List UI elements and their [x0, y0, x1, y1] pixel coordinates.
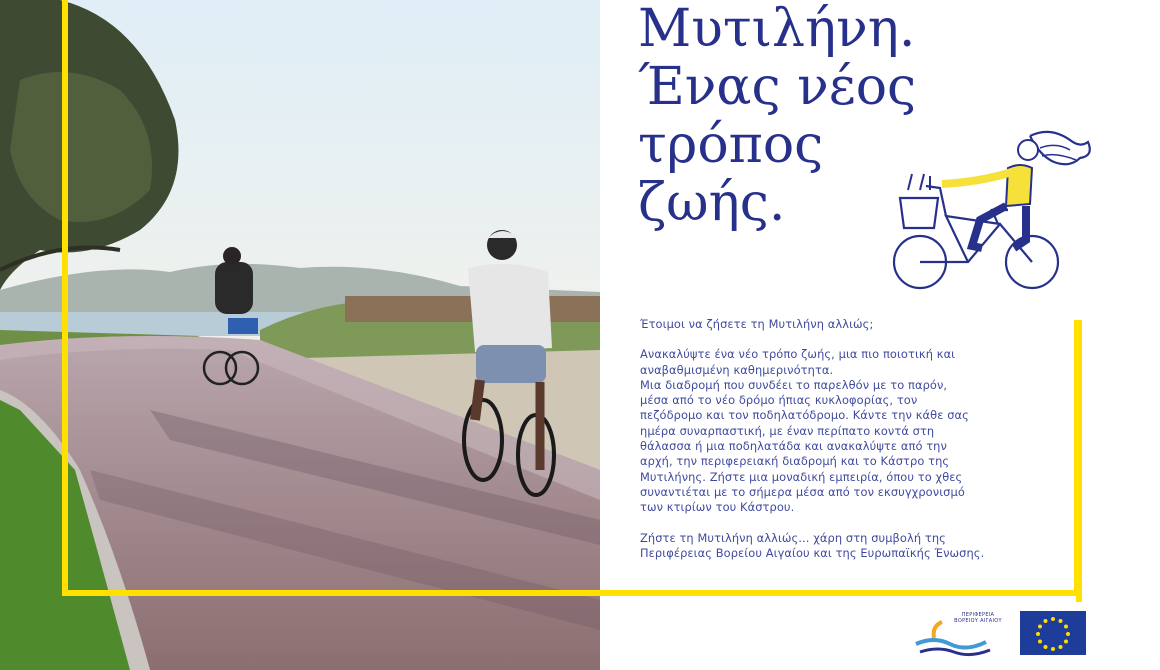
- paragraph-line: Μια διαδρομή που συνδέει το παρελθόν με το παρόν,: [640, 377, 948, 392]
- paragraph-line: Ανακαλύψτε ένα νέο τρόπο ζωής, μια πιο ποιοτική και: [640, 347, 956, 362]
- paragraph-line: μέσα από το νέο δρόμο ήπιας κυκλοφορίας, τον: [640, 393, 918, 408]
- paragraph-line: συναντιέται με το σήμερα μέσα από τον εκσυγχρονισμό: [640, 484, 965, 499]
- region-logo-text: ΠΕΡΙΦΕΡΕΙΑ ΒΟΡΕΙΟΥ ΑΙΓΑΙΟΥ: [954, 612, 1002, 624]
- headline-line: ζωής.: [638, 173, 786, 233]
- closing-line: Ζήστε τη Μυτιλήνη αλλιώς... χάρη στη συμβολή της: [640, 530, 946, 545]
- intro-text: Έτοιμοι να ζήσετε τη Μυτιλήνη αλλιώς;: [640, 317, 874, 331]
- paragraph-line: θάλασσα ή μια ποδηλατάδα και ανακαλύψτε από την: [640, 439, 947, 454]
- paragraph-line: αναβαθμισμένη καθημερινότητα.: [640, 362, 834, 377]
- sponsor-logos: [910, 608, 1090, 660]
- closing-line: Περιφέρειας Βορείου Αιγαίου και της Ευρωπαϊκής Ένωσης.: [640, 545, 985, 560]
- headline-line: τρόπος: [638, 115, 824, 175]
- headline-line: Ένας νέος: [638, 57, 917, 117]
- closing-paragraph: [640, 531, 1060, 562]
- paragraph-line: Μυτιλήνης. Ζήστε μια μοναδική εμπειρία, όπου το χθες: [640, 469, 963, 484]
- paragraph-line: ημέρα συναρπαστική, με έναν περίπατο κοντά στη: [640, 423, 935, 438]
- main-paragraph: [640, 347, 1060, 515]
- paragraph-line: αρχή, την περιφερειακή διαδρομή και το Κάστρο της: [640, 454, 950, 469]
- paragraph-line: πεζόδρομο και τον ποδηλατόδρομο. Κάντε την κάθε σας: [640, 408, 969, 423]
- headline-line: Μυτιλήνη.: [638, 0, 916, 59]
- body-text: [640, 317, 1060, 576]
- north-aegean-region-logo: [910, 608, 1002, 660]
- eu-flag-icon: [1020, 611, 1086, 655]
- woman-cyclist-illustration: [880, 128, 1100, 298]
- yellow-frame-right: [1076, 320, 1082, 602]
- paragraph-line: των κτιρίων του Κάστρου.: [640, 500, 795, 515]
